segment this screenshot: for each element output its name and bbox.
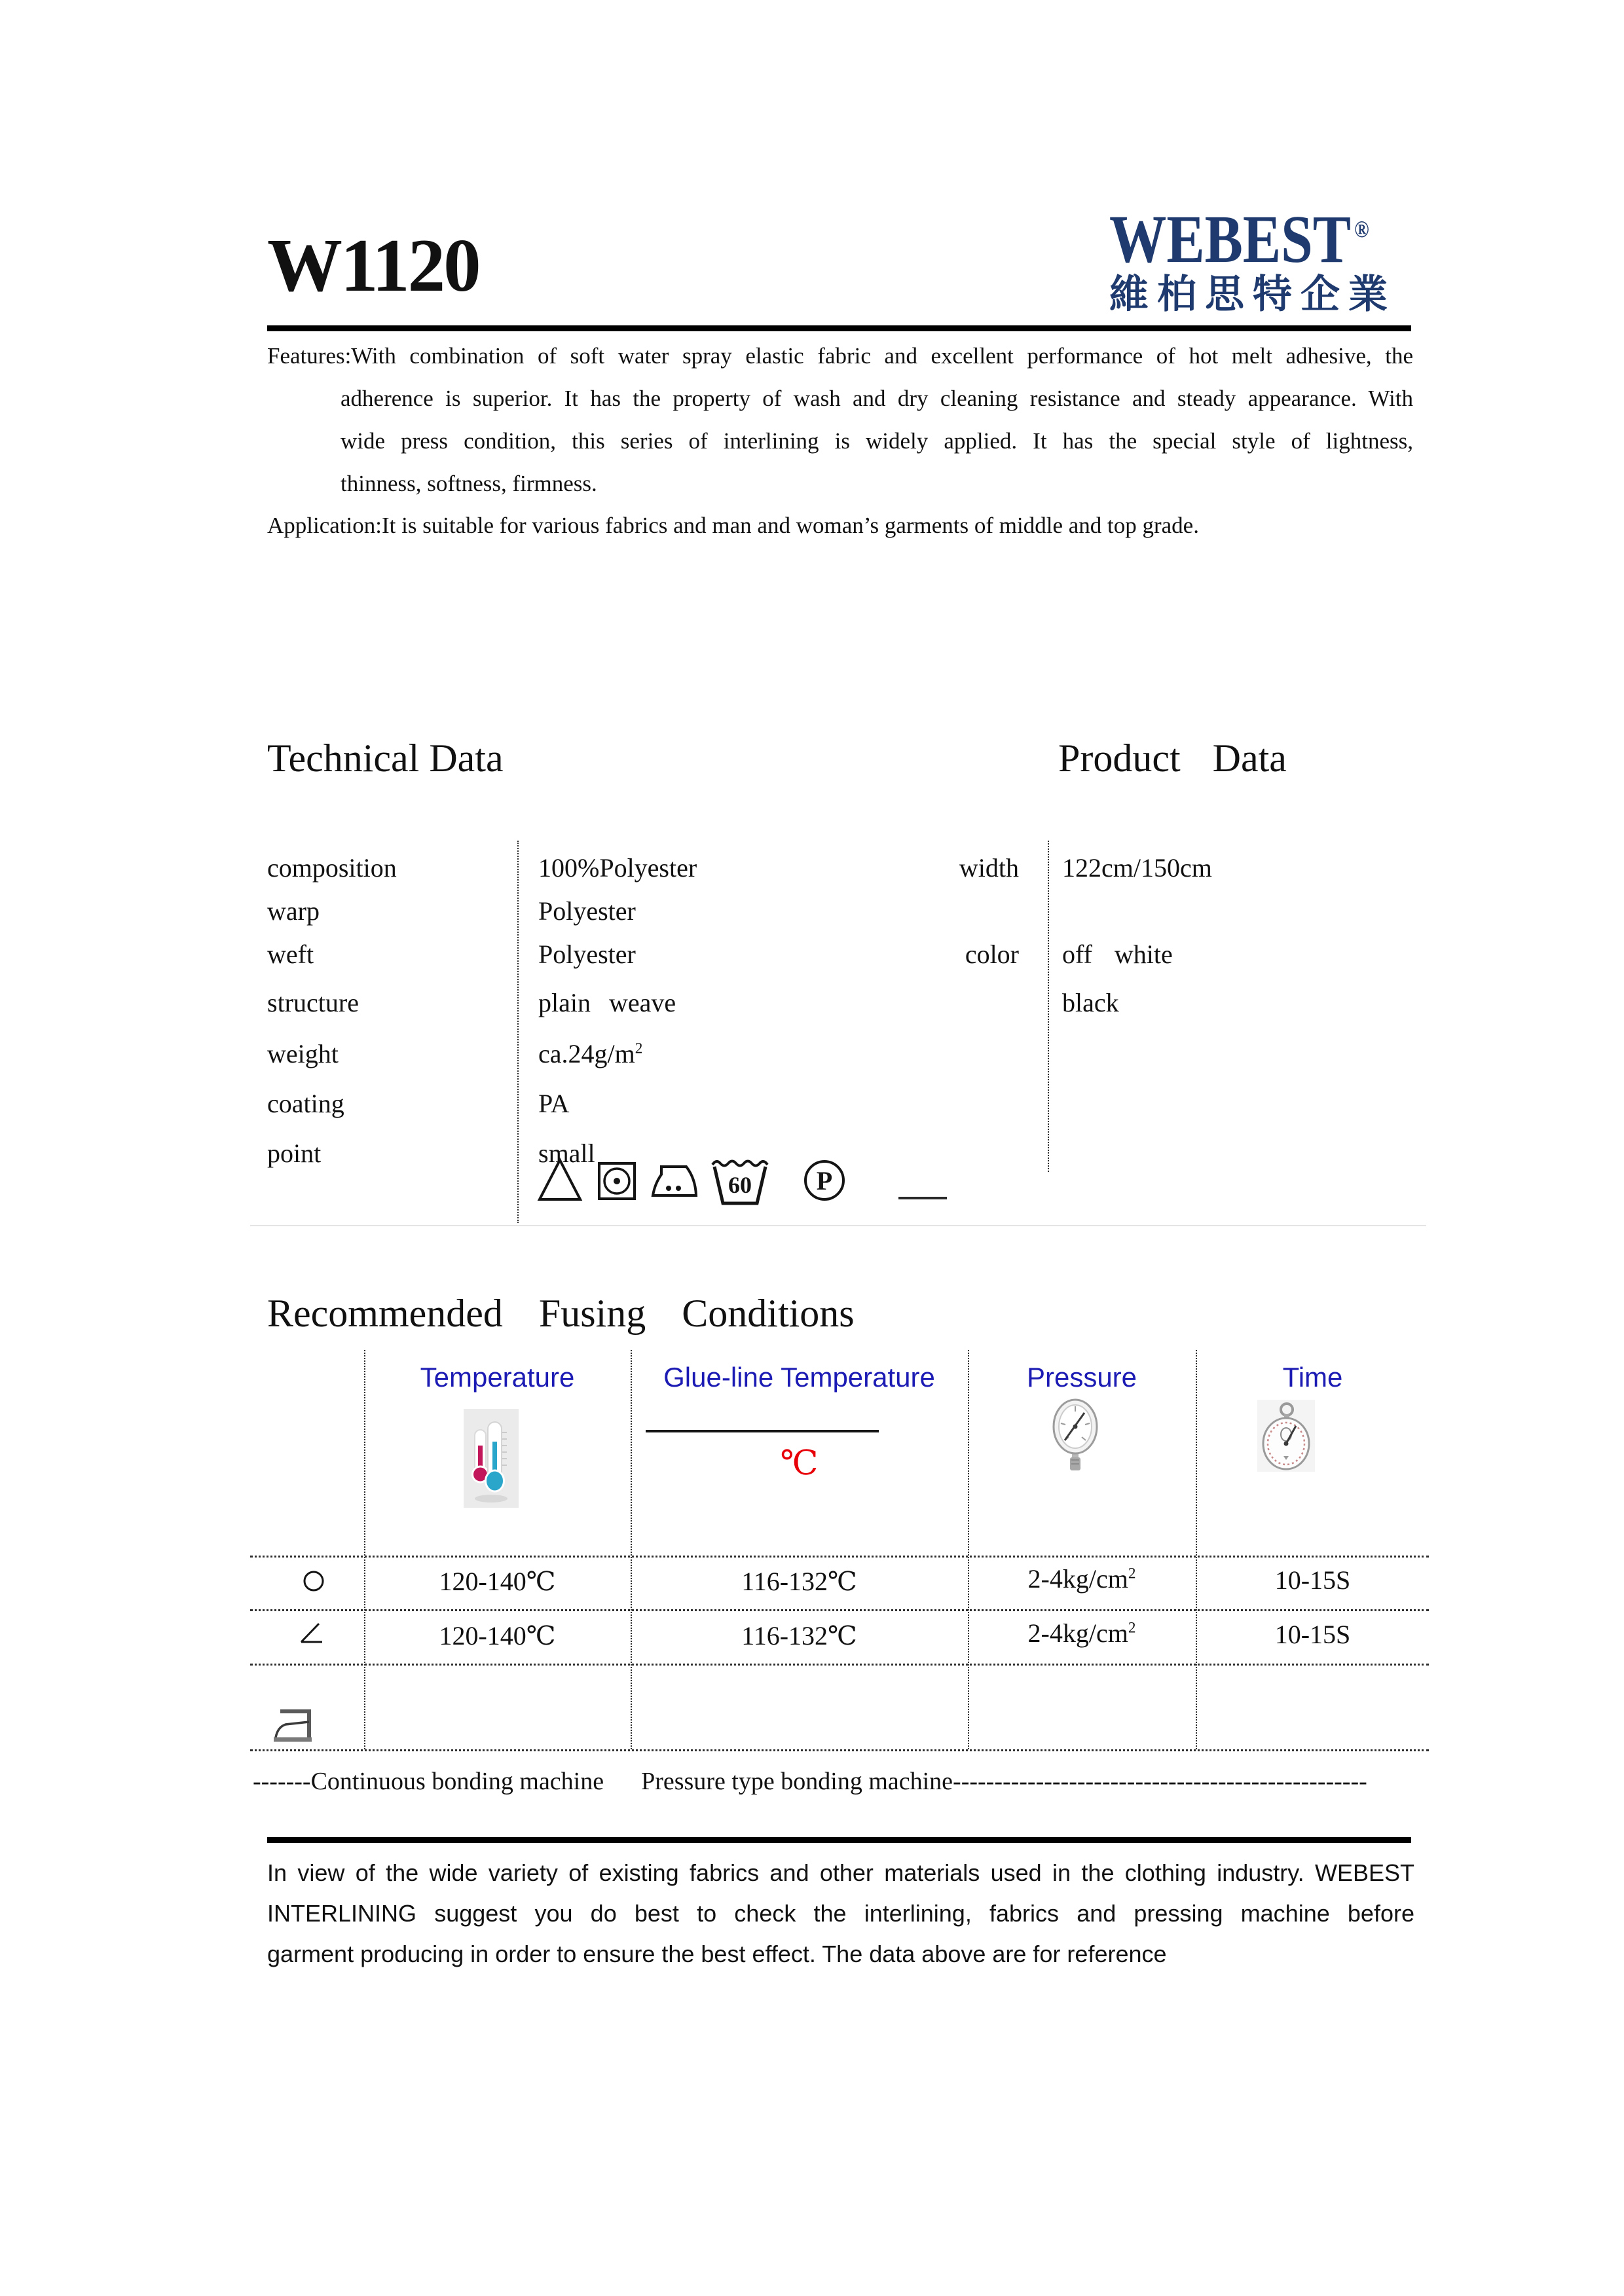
fusing-row-divider-3 xyxy=(250,1664,1429,1666)
weight-superscript: 2 xyxy=(635,1040,643,1057)
spec-value-point: small xyxy=(538,1139,595,1168)
spec-value-structure: plain weave xyxy=(538,988,676,1017)
technical-table-divider xyxy=(517,841,519,1223)
tumble-dry-icon xyxy=(597,1161,637,1201)
iron-medium-icon xyxy=(650,1161,698,1201)
spec-label-composition: composition xyxy=(267,853,397,883)
brand-logo-wordmark xyxy=(1109,196,1369,277)
registered-trademark-icon: ® xyxy=(1354,216,1369,242)
fusing-r2-temperature: 120-140℃ xyxy=(439,1621,556,1650)
spec-label-color: color xyxy=(965,939,1019,969)
footer-line-3: garment producing in order to ensure the best effect. The data above are for reference xyxy=(267,1941,1167,1967)
fusing-col-pressure: Pressure xyxy=(1026,1362,1137,1393)
spec-value-warp: Polyester xyxy=(538,896,636,926)
brand-logo xyxy=(1109,196,1418,316)
spec-label-weight: weight xyxy=(267,1039,339,1068)
fusing-col-temperature: Temperature xyxy=(420,1362,575,1393)
spec-value-color-1: off white xyxy=(1062,939,1173,969)
spec-value-coating: PA xyxy=(538,1089,570,1118)
stopwatch-icon xyxy=(1257,1400,1315,1472)
care-symbols-row xyxy=(537,1147,947,1203)
fusing-col-time: Time xyxy=(1282,1362,1343,1393)
product-table-divider xyxy=(1048,841,1049,1172)
features-line-1: Features:With combination of soft water spray elastic fabric and excellent performance of hot melt adhesive, the xyxy=(267,343,1413,369)
header-rule xyxy=(267,325,1411,331)
fusing-col-divider-4 xyxy=(1196,1350,1197,1749)
brand-logo-chinese: 維柏思特企業 xyxy=(1109,273,1396,316)
pressure-gauge-icon xyxy=(1052,1397,1099,1476)
fusing-row-divider-4 xyxy=(250,1749,1429,1751)
underline-icon xyxy=(898,1197,947,1199)
wash-temp-label: 60 xyxy=(728,1172,752,1198)
thermometer-icon xyxy=(464,1409,519,1508)
fusing-r2-time: 10-15S xyxy=(1274,1620,1351,1649)
footer-line-2: INTERLINING suggest you do best to check the interlining, fabrics and pressing machine before xyxy=(267,1900,1414,1927)
spec-value-weft: Polyester xyxy=(538,939,636,969)
brand-name: WEBEST xyxy=(1109,202,1352,277)
spec-label-weft: weft xyxy=(267,939,314,969)
product-data-title: Product Data xyxy=(1058,737,1287,780)
pressure-superscript: 2 xyxy=(1128,1619,1136,1637)
technical-data-title: Technical Data xyxy=(267,737,504,780)
footer-rule xyxy=(267,1837,1411,1843)
fusing-row-divider-1 xyxy=(250,1556,1429,1558)
fusing-r1-pressure: $2-4kg/cm^2$ xyxy=(1027,1564,1136,1594)
fusing-r1-glue-line: 116-132℃ xyxy=(741,1567,857,1596)
product-code-title: W1120 xyxy=(267,224,479,307)
fusing-col-divider-1 xyxy=(364,1350,365,1749)
fusing-row-divider-2 xyxy=(250,1609,1429,1611)
spec-label-structure: structure xyxy=(267,988,359,1017)
spec-value-width: 122cm/150cm xyxy=(1062,853,1212,883)
fusing-r2-glue-line: 116-132℃ xyxy=(741,1621,857,1650)
fusing-col-glue-line: Glue-line Temperature xyxy=(663,1362,935,1393)
spec-label-width: width xyxy=(959,853,1019,883)
application-line: Application:It is suitable for various fabrics and man and woman’s garments of middle and top grade. xyxy=(267,513,1199,538)
spec-label-coating: coating xyxy=(267,1089,344,1118)
spec-label-warp: warp xyxy=(267,896,320,926)
pressure-superscript: 2 xyxy=(1128,1565,1136,1582)
bleach-triangle-icon xyxy=(537,1156,583,1203)
wash-60-icon xyxy=(710,1154,770,1207)
glue-line-underline xyxy=(646,1430,879,1432)
fusing-r1-time: 10-15S xyxy=(1274,1565,1351,1595)
features-line-2: adherence is superior. It has the property of wash and dry cleaning resistance and steady appearance. With xyxy=(341,386,1413,411)
glue-line-unit: ℃ xyxy=(780,1445,819,1482)
dry-clean-letter: P xyxy=(816,1166,833,1195)
fusing-legend: -------Continuous bonding machine Pressure type bonding machine-------------------------------------------------- xyxy=(253,1768,1367,1795)
features-line-4: thinness, softness, firmness. xyxy=(341,471,597,496)
fusing-title: Recommended Fusing Conditions xyxy=(267,1292,855,1335)
features-line-3: wide press condition, this series of interlining is widely applied. It has the special style of lightness, xyxy=(341,428,1413,454)
footer-line-1: In view of the wide variety of existing fabrics and other materials used in the clothing industry. WEBEST xyxy=(267,1859,1414,1886)
spec-value-weight: $ca.24g/m^2$ xyxy=(538,1039,643,1068)
section-separator-faint xyxy=(250,1225,1426,1226)
fusing-col-divider-2 xyxy=(631,1350,632,1749)
spec-value-composition: 100%Polyester xyxy=(538,853,697,883)
fusing-col-divider-3 xyxy=(968,1350,969,1749)
pressure-machine-symbol xyxy=(299,1621,325,1645)
dry-clean-p-icon xyxy=(803,1159,846,1202)
fusing-r2-pressure: $2-4kg/cm^2$ xyxy=(1027,1618,1136,1648)
hand-iron-symbol xyxy=(271,1706,317,1744)
spec-value-color-2: black xyxy=(1062,988,1119,1017)
spec-label-point: point xyxy=(267,1139,322,1168)
fusing-r1-temperature: 120-140℃ xyxy=(439,1567,556,1596)
continuous-machine-symbol xyxy=(303,1570,325,1592)
